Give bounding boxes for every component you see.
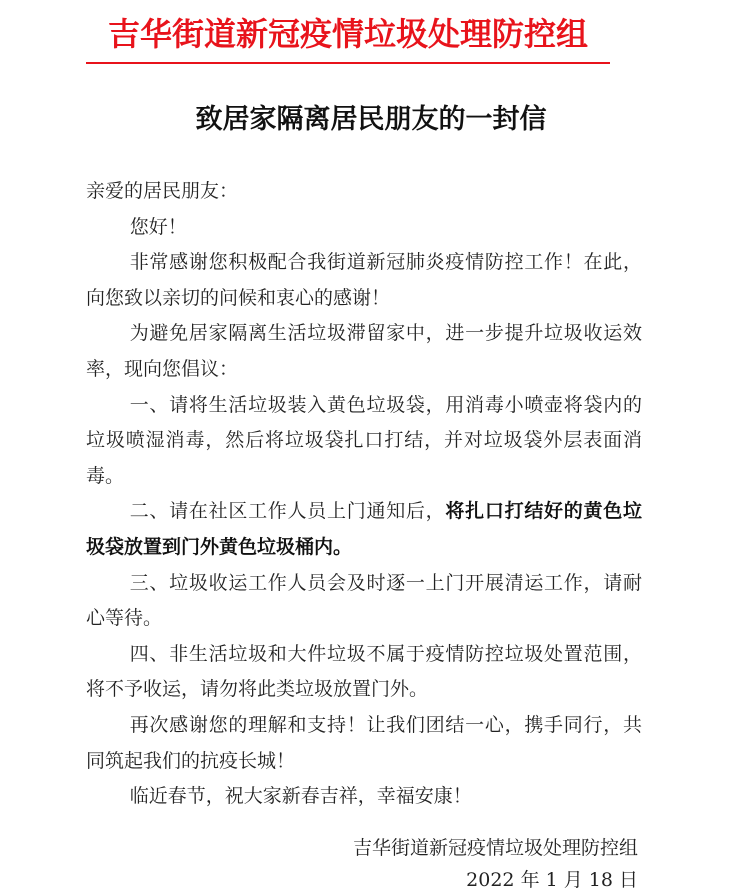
paragraph-thanks: 非常感谢您积极配合我街道新冠肺炎疫情防控工作！在此，向您致以亲切的问候和衷心的感谢！ <box>86 251 642 309</box>
letterhead-divider <box>86 62 610 64</box>
paragraph-item-1: 一、请将生活垃圾装入黄色垃圾袋，用消毒小喷壶将袋内的垃圾喷湿消毒，然后将垃圾袋扎口打结，并对垃圾袋外层表面消毒。 <box>86 393 642 487</box>
greeting: 您好！ <box>129 215 187 238</box>
salutation: 亲爱的居民朋友： <box>86 180 239 202</box>
paragraph-item-4: 四、非生活垃圾和大件垃圾不属于疫情防控垃圾处置范围，将不予收运，请勿将此类垃圾放置门外。 <box>86 642 642 701</box>
paragraph-item-2 <box>86 494 642 565</box>
letter-body <box>86 174 642 815</box>
signature-date: 2022 年 1 月 18 日 <box>466 869 638 891</box>
item-2-lead: 二、请在社区工作人员上门通知后， <box>129 500 446 523</box>
paragraph-wishes: 临近春节，祝大家新春吉祥，幸福安康！ <box>129 785 472 808</box>
signature-org: 吉华街道新冠疫情垃圾处理防控组 <box>352 837 638 859</box>
paragraph-closing: 再次感谢您的理解和支持！让我们团结一心，携手同行，共同筑起我们的抗疫长城！ <box>86 713 642 772</box>
letterhead-title: 吉华街道新冠疫情垃圾处理防控组 <box>107 15 588 53</box>
paragraph-proposal: 为避免居家隔离生活垃圾滞留家中，进一步提升垃圾收运效率，现向您倡议： <box>86 322 642 380</box>
signature-block <box>353 832 638 896</box>
item-2-emphasis: 将扎口打结好的黄色垃圾袋放置到门外黄色垃圾桶内。 <box>86 500 642 558</box>
letter-title: 致居家隔离居民朋友的一封信 <box>195 104 547 135</box>
paragraph-item-3: 三、垃圾收运工作人员会及时逐一上门开展清运工作，请耐心等待。 <box>86 571 642 630</box>
